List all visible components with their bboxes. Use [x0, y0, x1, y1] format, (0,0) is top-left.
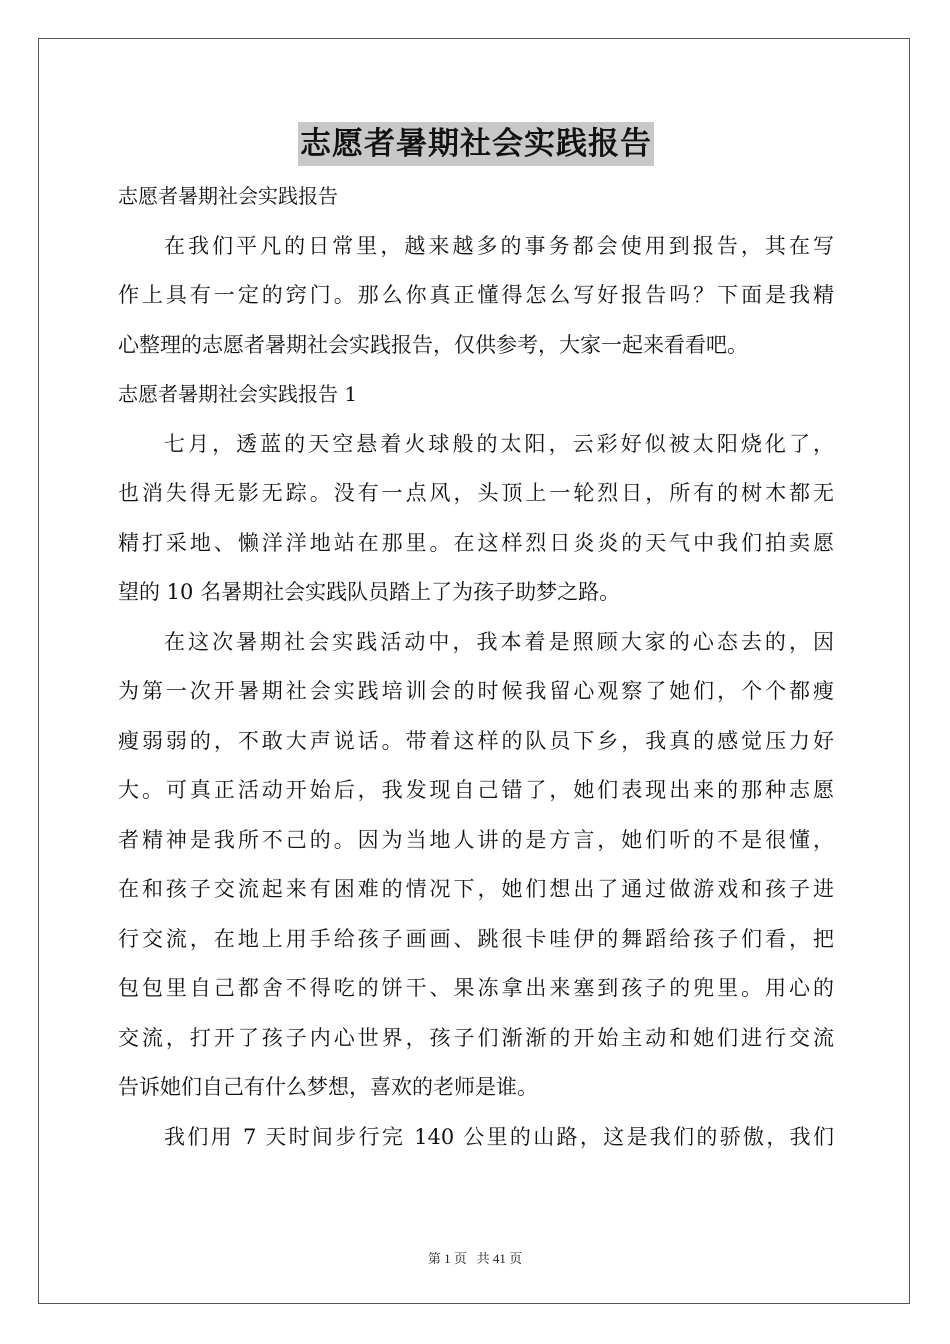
text-line: 大。可真正活动开始后，我发现自己错了，她们表现出来的那种志愿	[118, 778, 834, 802]
text-line: 在这次暑期社会实践活动中，我本着是照顾大家的心态去的，因	[164, 629, 834, 654]
text-line: 交流，打开了孩子内心世界，孩子们渐渐的开始主动和她们进行交流	[118, 1025, 834, 1050]
text-line: 心整理的志愿者暑期社会实践报告，仅供参考，大家一起来看看吧。	[118, 332, 748, 357]
title-container	[118, 122, 834, 172]
text-line: 七月，透蓝的天空悬着火球般的太阳，云彩好似被太阳烧化了，	[164, 431, 834, 456]
text-line: 精打采地、懒洋洋地站在那里。在这样烈日炎炎的天气中我们拍卖愿	[118, 530, 834, 555]
page-number: 第 1 页	[427, 1251, 467, 1266]
document-title: 志愿者暑期社会实践报告	[298, 122, 654, 166]
text-line: 包包里自己都舍不得吃的饼干、果冻拿出来塞到孩子的兜里。用心的	[118, 976, 834, 1000]
section-heading: 志愿者暑期社会实践报告 1	[118, 382, 358, 406]
paragraph-lines	[118, 172, 834, 1162]
text-line: 也消失得无影无踪。没有一点风，头顶上一轮烈日，所有的树木都无	[118, 481, 834, 505]
text-line: 我们用 7 天时间步行完 140 公里的山路，这是我们的骄傲，我们	[164, 1124, 834, 1149]
text-line: 为第一次开暑期社会实践培训会的时候我留心观察了她们，个个都瘦	[118, 679, 834, 703]
text-line: 在我们平凡的日常里，越来越多的事务都会使用到报告，其在写	[164, 233, 834, 258]
page-footer	[0, 1248, 950, 1267]
text-line: 在和孩子交流起来有困难的情况下，她们想出了通过做游戏和孩子进	[118, 877, 834, 901]
text-line: 告诉她们自己有什么梦想，喜欢的老师是谁。	[118, 1075, 538, 1099]
text-line: 望的 10 名暑期社会实践队员踏上了为孩子助梦之路。	[118, 580, 621, 604]
text-line: 瘦弱弱的，不敢大声说话。带着这样的队员下乡，我真的感觉压力好	[118, 728, 834, 753]
text-line: 者精神是我所不己的。因为当地人讲的是方言，她们听的不是很懂，	[118, 827, 834, 852]
section-heading: 志愿者暑期社会实践报告	[118, 184, 338, 208]
text-line: 行交流，在地上用手给孩子画画、跳很卡哇伊的舞蹈给孩子们看，把	[118, 926, 834, 951]
text-line: 作上具有一定的窍门。那么你真正懂得怎么写好报告吗？下面是我精	[118, 283, 834, 307]
document-body	[118, 122, 834, 1162]
total-pages: 共 41 页	[476, 1251, 523, 1266]
